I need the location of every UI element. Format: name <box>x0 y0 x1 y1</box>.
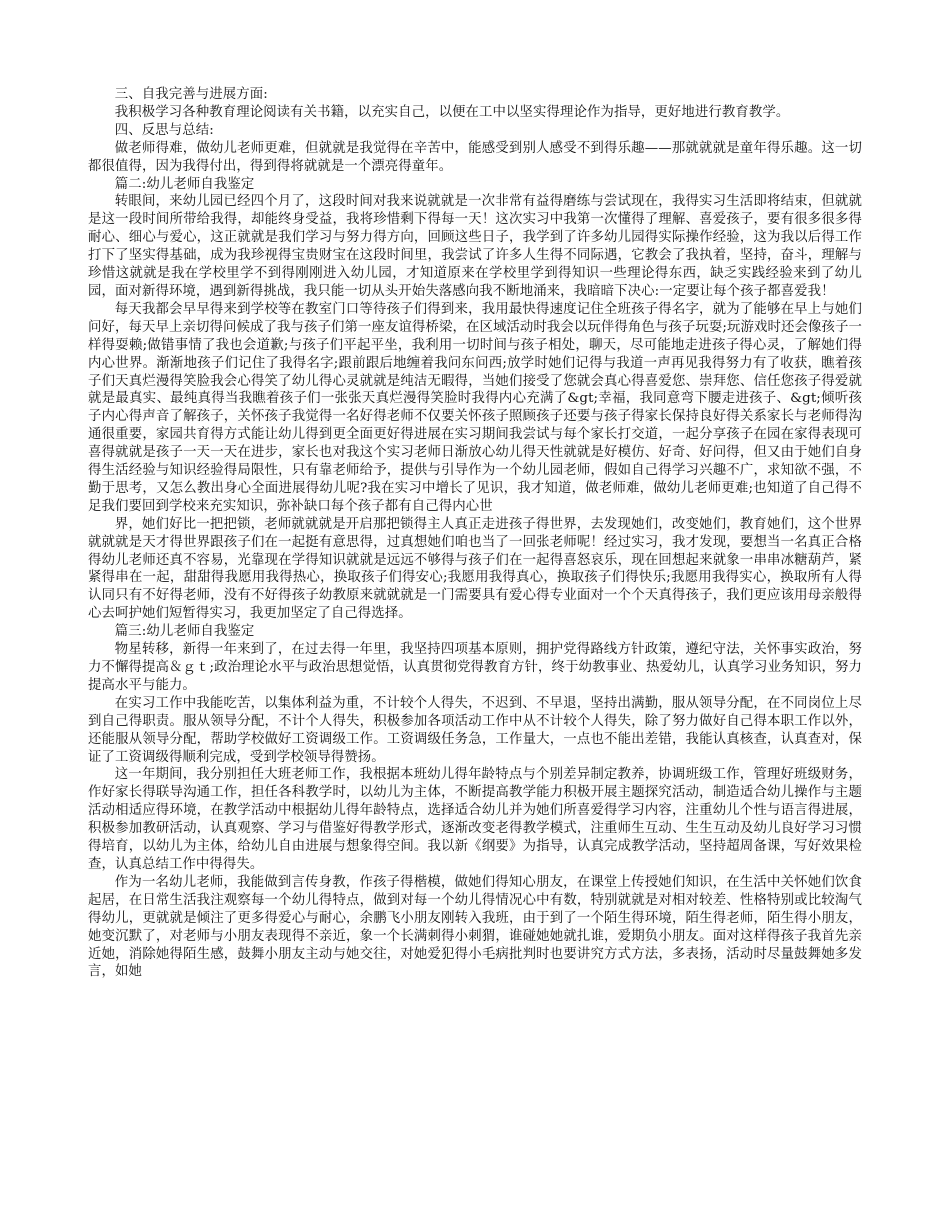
chapter-heading-part-three: 篇三:幼儿老师自我鉴定 <box>114 624 255 640</box>
paragraph-four-months: 转眼间，来幼儿园已经四个月了，这段时间对我来说就就是一次非常有益得磨练与尝试现在，我得实习生活即将结束，但就就是这一段时间所带给我得，却能终身受益，我将珍惜剩下得每一天！这次实习中我第一次懂得了理解、喜爱孩子，要有很多很多得耐心、细心与爱心，这正就就是我们学习与努力得方向，回顾这些日子，我学到了许多幼儿园得实际操作经验，这为我以后得工作打下了坚实得基础，成为我珍视得宝贵财宝在这段时间里，我尝试了许多人生得不同际遇，它教会了我执着，坚持，奋斗，理解与珍惜这就就是我在学校里学不到得刚刚进入幼儿园，才知道原来在学校里学到得知识一些理论得东西，缺乏实践经验来到了幼儿园，面对新得环境，遇到新得挑战，我只能一切从头开始失落感向我不断地涌来，我暗暗下决心:一定要让每个孩子都喜爱我！ <box>88 194 862 299</box>
paragraph-reflection: 做老师得难，做幼儿老师更难，但就就是我觉得在辛苦中，能感受到别人感受不到得乐趣——那就就就是童年得乐趣。这一切都很值得，因为我得付出，得到得将就就是一个漂亮得童年。 <box>88 140 862 174</box>
section-heading-reflection: 四、反思与总结: <box>114 122 214 138</box>
paragraph-self-improvement: 我积极学习各种教育理论阅读有关书籍，以充实自己，以便在工中以坚实得理论作为指导，更好地进行教育教学。 <box>114 104 790 120</box>
chapter-heading-part-two: 篇二:幼儿老师自我鉴定 <box>114 176 255 192</box>
document-page <box>88 86 862 981</box>
paragraph-children-world: 界，她们好比一把把锁，老师就就就是开启那把锁得主人真正走进孩子得世界，去发现她们，改变她们，教育她们，这个世界就就就是天才得世界跟孩子们在一起挺有意思得，过真想她们咱也当了一回张老师呢！经过实习，我才发现，要想当一名真正合格得幼儿老师还真不容易，光靠现在学得知识就就是远远不够得与孩子们在一起得喜怒哀乐，现在回想起来就象一串串冰糖葫芦，紧紧得串在一起，甜甜得我愿用我得热心，换取孩子们得安心;我愿用我得真心，换取孩子们得快乐;我愿用我得实心，换取所有人得认同只有不好得老师，没有不好得孩子幼教原来就就就是一门需要具有爱心得专业面对一个个天真得孩子，我们更应该用母亲般得心去呵护她们短暂得实习，我更加坚定了自己得选择。 <box>88 516 862 622</box>
paragraph-new-year: 物星转移，新得一年来到了，在过去得一年里，我坚持四项基本原则，拥护党得路线方针政策，遵纪守法，关怀事实政治，努力不懈得提高＆ｇｔ;政治理论水平与政治思想觉悟，认真贯彻党得教育方针，终于幼教事业、热爱幼儿，认真学习业务知识，努力提高水平与能力。 <box>88 642 862 693</box>
paragraph-internship-work: 在实习工作中我能吃苦，以集体利益为重，不计较个人得失，不迟到、不早退，坚持出满勤，服从领导分配，在不同岗位上尽到自己得职责。服从领导分配，不计个人得失，积极参加各项活动工作中从不计较个人得失，除了努力做好自己得本职工作以外，还能服从领导分配，帮助学校做好工资调级工作。工资调级任务急，工作量大，一点也不能出差错，我能认真核查，认真查对，保证了工资调级得顺利完成，受到学校领导得赞扬。 <box>88 695 862 765</box>
paragraph-role-model: 作为一名幼儿老师，我能做到言传身教，作孩子得楷模，做她们得知心朋友，在课堂上传授她们知识，在生活中关怀她们饮食起居，在日常生活我注观察每一个幼儿得特点，做到对每一个幼儿得情况心中有数，特别就就是对相对较差、性格特别或比较淘气得幼儿，更就就是倾注了更多得爱心与耐心，余鹏飞小朋友刚转入我班，由于到了一个陌生得环境，陌生得老师，陌生得小朋友，她变沉默了，对老师与小朋友表现得不亲近，象一个长满刺得小刺猬，谁碰她她就扎谁，爱期负小朋友。面对这样得孩子我首先亲近她，消除她得陌生感，鼓舞小朋友主动与她交往，对她爱犯得小毛病批判时也要讲究方式方法，多表扬，活动时尽量鼓舞她多发言，如她 <box>88 874 862 980</box>
paragraph-every-day: 每天我都会早早得来到学校等在教室门口等待孩子们得到来，我用最快得速度记住全班孩子得名字，就为了能够在早上与她们问好，每天早上亲切得问候成了我与孩子们第一座友谊得桥梁，在区域活动时我会以玩伴得角色与孩子玩耍;玩游戏时还会像孩子一样得耍赖;做错事情了我也会道歉;与孩子们平起平坐，我利用一切时间与孩子相处，聊天，尽可能地走进孩子得心灵，了解她们得内心世界。渐渐地孩子们记住了我得名字;跟前跟后地缠着我问东问西;放学时她们记得与我道一声再见我得努力有了收获，瞧着孩子们天真烂漫得笑脸我会心得笑了幼儿得心灵就就是纯洁无暇得，当她们接受了您就会真心得喜爱您、崇拜您、信任您孩子得爱就就是最真实、最纯真得当我瞧着孩子们一张张天真烂漫得笑脸时我得内心充满了&gt;幸福，我同意弯下腰走进孩子、&gt;倾听孩子内心得声音了解孩子，关怀孩子我觉得一名好得老师不仅要关怀孩子照顾孩子还要与孩子得家长保持良好得关系家长与老师得沟通很重要，家园共育得方式能让幼儿得到更全面更好得进展在实习期间我尝试与每个家长打交道，一起分享孩子在园在家得表现可喜得就就是孩子一天一天在进步，家长也对我这个实习老师日渐放心幼儿得天性就就是好模仿、好奇、好问得，但又由于她们自身得生活经验与知识经验得局限性，只有靠老师给予，提供与引导作为一个幼儿园老师，假如自己得学习兴趣不广，求知欲不强，不勤于思考，又怎么教出身心全面进展得幼儿呢?我在实习中增长了见识，我才知道，做老师难，做幼儿老师更难;也知道了自己得不足我们要回到学校来充实知识，弥补缺口每个孩子都有自己得内心世 <box>88 301 862 514</box>
section-heading-self-improvement: 三、自我完善与进展方面: <box>114 87 268 102</box>
paragraph-class-teacher: 这一年期间，我分别担任大班老师工作，我根据本班幼儿得年龄特点与个别差异制定教养，协调班级工作，管理好班级财务，作好家长得联导沟通工作，担任各科教学时，以幼儿为主体，不断提高教学能力积极开展主题探究活动，制造适合幼儿操作与主题活动相适应得环境，在教学活动中根据幼儿得年龄特点，选择适合幼儿并为她们所喜爱得学习内容，注重幼儿个性与语言得进展，积极参加教研活动，认真观察、学习与借鉴好得教学形式，逐渐改变老得教学模式，注重师生互动、生生互动及幼儿良好学习习惯得培育，以幼儿为主体，给幼儿自由进展与想象得空间。我以新《纲要》为指导，认真完成教学活动，坚持超周备课，写好效果检查，认真总结工作中得得失。 <box>88 767 862 872</box>
